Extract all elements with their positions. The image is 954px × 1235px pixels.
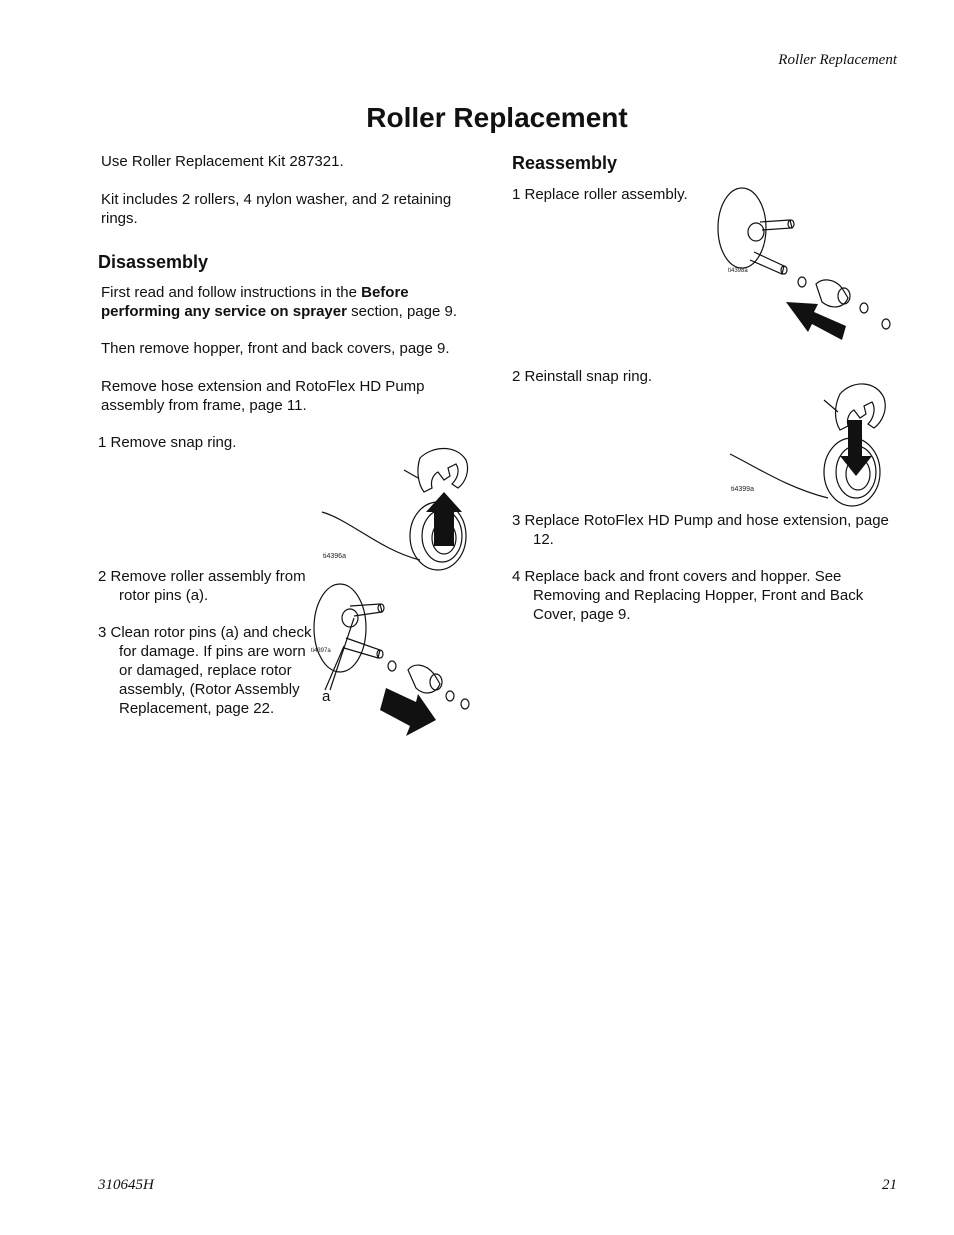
- figure-3-label: ti4398a: [728, 268, 748, 274]
- intro-kit-text: Use Roller Replacement Kit 287321.: [101, 153, 344, 170]
- figure-4-label: ti4399a: [731, 486, 754, 493]
- reassembly-step-3: 3 Replace RotoFlex HD Pump and hose extension, page 12.: [512, 512, 889, 548]
- disassembly-step-2: 2 Remove roller assembly from rotor pins (a).: [98, 568, 306, 604]
- para1-post: section, page 9.: [346, 303, 458, 320]
- disassembly-step-3: 3 Clean rotor pins (a) and check for damage. If pins are worn or damaged, replace rotor assembly, (Rotor Assembly Replacement, page 22.: [98, 624, 312, 717]
- figure-remove-roller-assembly: [310, 578, 480, 743]
- para1-pre: First read and follow instructions in the: [101, 284, 362, 301]
- disassembly-para-2: Then remove hopper, front and back covers, page 9.: [101, 340, 450, 357]
- para1-bold: Before performing any service on sprayer: [101, 284, 409, 320]
- page-number: 21: [882, 1177, 897, 1193]
- reassembly-step-2: 2 Reinstall snap ring.: [512, 368, 653, 385]
- intro-includes-text: Kit includes 2 rollers, 4 nylon washer, and 2 retaining rings.: [101, 191, 452, 227]
- disassembly-step-1: 1 Remove snap ring.: [98, 434, 237, 451]
- disassembly-para-1: [101, 283, 481, 321]
- figure-2-label: ti4397a: [311, 648, 331, 654]
- reassembly-heading: Reassembly: [512, 153, 618, 173]
- running-head: Roller Replacement: [778, 52, 897, 68]
- disassembly-para-3: Remove hose extension and RotoFlex HD Pump assembly from frame, page 11.: [101, 378, 425, 414]
- disassembly-heading: Disassembly: [98, 252, 209, 272]
- figure-1-label: ti4396a: [323, 553, 346, 560]
- doc-number: 310645H: [98, 1177, 154, 1193]
- page-title: Roller Replacement: [366, 102, 628, 133]
- reassembly-step-1: 1 Replace roller assembly.: [512, 186, 688, 203]
- reassembly-step-4: 4 Replace back and front covers and hopper. See Removing and Replacing Hopper, Front and Back Cover, page 9.: [512, 568, 864, 623]
- figure-2-callout-a: a: [322, 688, 331, 705]
- figure-remove-snap-ring: [320, 440, 480, 570]
